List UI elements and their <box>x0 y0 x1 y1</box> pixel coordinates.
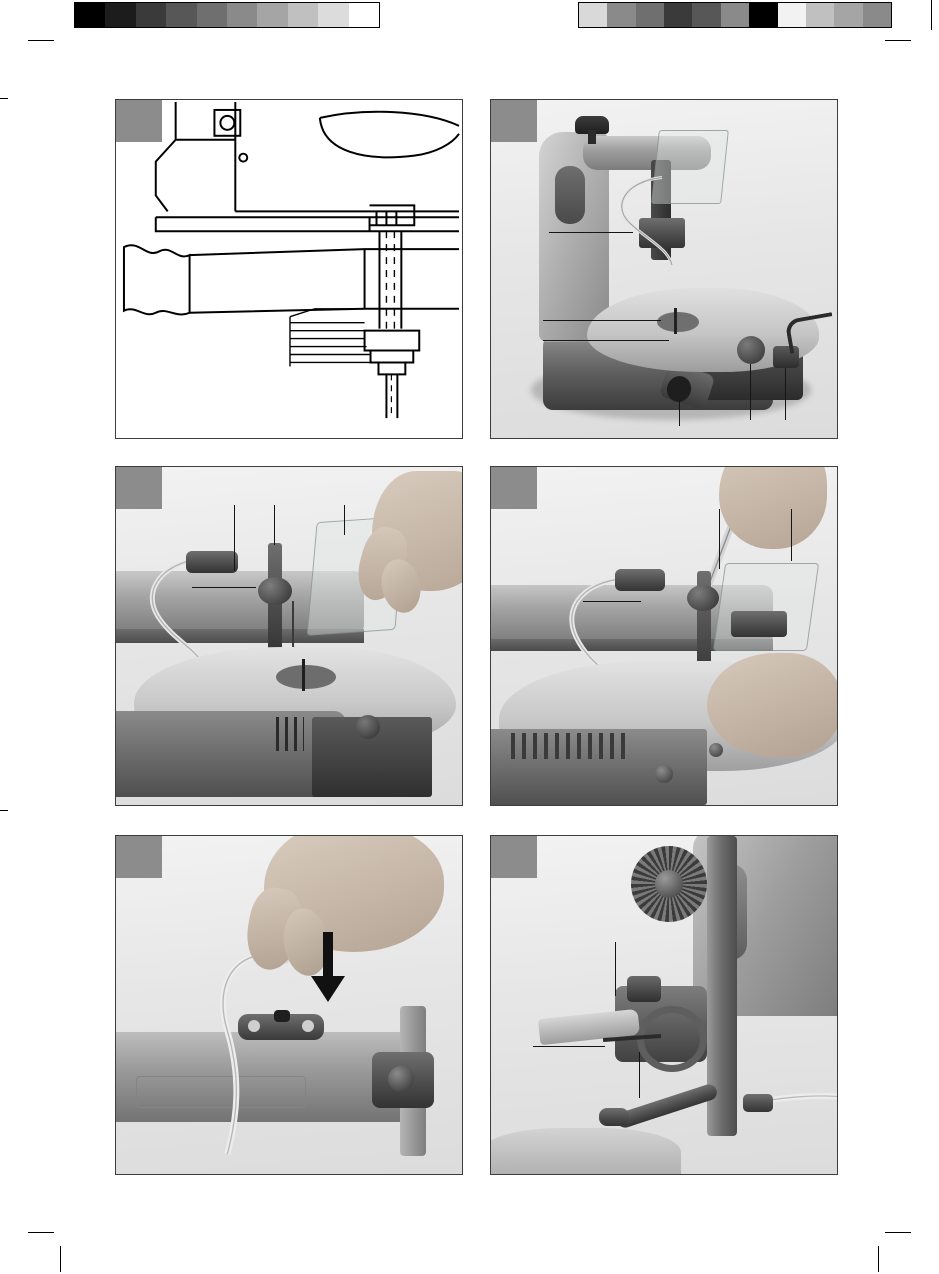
louver-vents <box>511 733 631 759</box>
figure-number-badge <box>491 100 537 142</box>
callout-line-blade <box>533 1046 605 1047</box>
callout-line-arm <box>549 232 633 233</box>
direction-arrow-shaft <box>323 932 333 982</box>
line-drawing-canvas <box>116 100 462 438</box>
figure-number-badge <box>116 836 162 878</box>
saw-table-edge <box>491 1128 681 1174</box>
figure-guard-adjust-screwdriver <box>490 466 838 806</box>
callout-line-arm <box>192 587 256 588</box>
bevel-lock-knob[interactable] <box>737 336 765 364</box>
callout-line-dust-port <box>679 400 680 426</box>
air-nozzle-block <box>615 569 665 591</box>
tension-lever-knob[interactable] <box>388 1066 414 1092</box>
table-blade-slot <box>276 665 336 689</box>
direction-arrow-head <box>311 976 345 1002</box>
hand-lower <box>707 653 837 757</box>
figure-table-mounting-detail <box>115 99 463 439</box>
callout-line-switch <box>785 368 786 420</box>
callout-line-base <box>543 340 669 341</box>
figure-blade-clamp-detail <box>490 835 838 1175</box>
table-blade-slot <box>657 312 699 332</box>
callout-line-lever <box>639 1052 640 1098</box>
base-bolt-1 <box>655 765 673 783</box>
figure-blade-guard-install <box>115 466 463 806</box>
callout-line-post <box>719 509 720 569</box>
figure-number-badge <box>116 100 162 142</box>
bevel-lock-knob[interactable] <box>356 715 380 739</box>
callout-line-nozzle <box>583 601 641 602</box>
guard-post-knob[interactable] <box>687 585 719 611</box>
table-blade-kerf <box>674 308 677 334</box>
callout-line-guard <box>344 505 345 535</box>
clear-blade-guard <box>713 563 819 651</box>
figure-scroll-saw-overview <box>490 99 838 439</box>
base-bolt-2 <box>709 743 723 757</box>
air-nozzle-block <box>186 551 238 573</box>
callout-line-post <box>274 505 275 545</box>
figure-number-badge <box>116 467 162 509</box>
blade-clamp <box>731 611 787 637</box>
air-hose-path <box>491 836 837 1174</box>
callout-line-nozzle <box>234 505 235 571</box>
figure-number-badge <box>491 836 537 878</box>
callout-line-guard <box>791 509 792 561</box>
guard-post-knob[interactable] <box>258 577 292 605</box>
louver-vents <box>276 717 304 751</box>
callout-line-knob[interactable] <box>750 364 751 420</box>
hose-nozzle <box>743 1094 773 1112</box>
figure-air-hose-fitting <box>115 835 463 1175</box>
callout-line-clamp <box>615 942 616 996</box>
table-blade-kerf <box>302 659 305 691</box>
figure-number-badge <box>491 467 537 509</box>
table-mounting-linework <box>116 100 462 438</box>
callout-line-table <box>543 320 661 321</box>
